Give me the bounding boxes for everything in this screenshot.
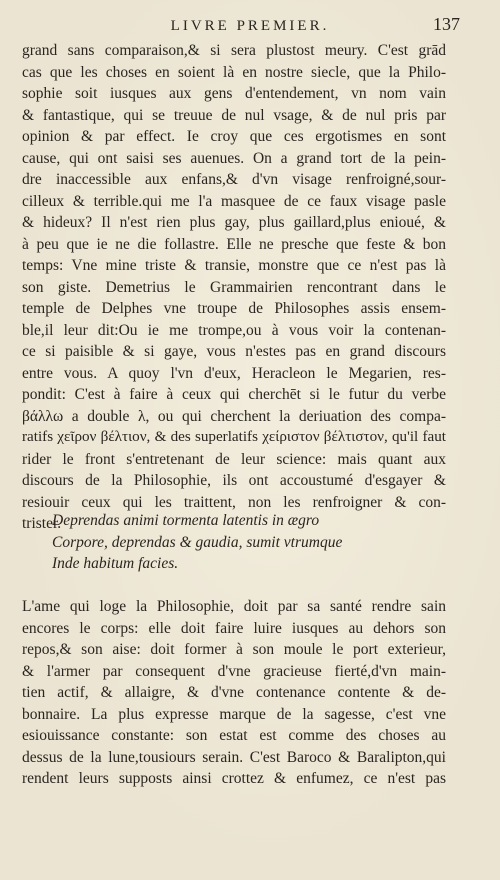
quote-line: Deprendas animi tormenta latentis in ægro [52,512,320,529]
text-line: rendent leurs supposts ainsi crottez & enfumez, ce n'est pas [22,770,446,787]
text-line: dessus de la lune,tousiours serain. C'est Baroco & Baralipton,qui [22,748,446,766]
paragraph-1 [22,40,446,535]
text-line: dre inaccessible aux enfans,& d'vn visage renfroigné,sour- [22,171,446,188]
text-line: temps: Vne mine triste & transie, monstre que ce n'est pas là [22,257,446,274]
text-line: & fantastique, qui se treuue de nul vsage, & de nul pris par [22,106,446,124]
latin-quotation [52,510,412,575]
paragraph-2 [22,596,446,790]
text-line: ble,il leur dit:Ou ie me trompe,ou à vous voir la contenan- [22,321,446,339]
text-line: opinion & par effect. Ie croy que ces ergotismes en sont [22,128,446,145]
page-number: 137 [433,14,460,34]
text-line: tien actif, & allaigre, & d'vne contenance contente & de- [22,684,446,701]
text-line: pondit: C'est à faire à ceux qui cherchēt si le futur du verbe [22,386,446,403]
text-line: cause, qui ont saisi ses auenues. On a grand tort de la pein- [22,149,446,167]
text-line: cas que les choses en soient là en nostre siecle, que la Philo- [22,63,446,81]
text-line: trister. [22,515,62,532]
text-line: & hideux? Il n'est rien plus gay, plus gaillard,plus enioué, & [22,214,446,231]
text-line: grand sans comparaison,& si sera plustost meury. C'est grād [22,42,446,59]
text-line: bonnaire. La plus expresse marque de la sagesse, c'est vne [22,705,446,723]
text-line: encores le corps: elle doit faire luire iusques au dehors son [22,619,446,637]
text-line: à peu que ie ne die follastre. Elle ne presche que feste & bon [22,235,446,253]
quote-line: Inde habitum facies. [52,555,179,572]
page-header [0,14,500,40]
text-line: & l'armer par consequent d'vne gracieuse fierté,d'vn main- [22,662,446,680]
text-line: temple de Delphes vne troupe de Philosophes assis ensem- [22,300,446,317]
text-line: ce si paisible & si gaye, vous n'estes pas en grand discours [22,343,446,360]
text-line: son giste. Demetrius le Grammairien rencontrant dans le [22,278,446,296]
text-line: discours de la Philosophie, ils ont accoustumé d'esgayer & [22,472,446,489]
running-title: LIVRE PREMIER. [170,18,330,34]
text-line: βάλλω a double λ, ou qui cherchent la deriuation des compa- [22,407,446,425]
text-line: rider le front s'entretenant de leur science: mais quant aux [22,450,446,468]
text-line: entre vous. A quoy l'vn d'eux, Heracleon le Megarien, res- [22,364,446,382]
text-line: esiouissance constante: son estat est comme des choses au [22,727,446,744]
text-line: L'ame qui loge la Philosophie, doit par sa santé rendre sain [22,598,446,615]
text-line: resiouir ceux qui les traittent, non les renfroigner & con- [22,493,446,511]
text-line: sophie soit iusques aux gens d'entendement, vn nom vain [22,85,446,102]
quote-line: Corpore, deprendas & gaudia, sumit vtrumque [52,533,343,551]
text-line: repos,& son aise: doit former à son moule le port exterieur, [22,641,446,658]
text-line: cilleux & terrible.qui me l'a masquee de ce faux visage pasle [22,192,446,210]
text-line: ratifs χεῖρον βέλτιον, & des superlatifs χείριστον βέλτιστον, qu'il faut [22,429,446,445]
